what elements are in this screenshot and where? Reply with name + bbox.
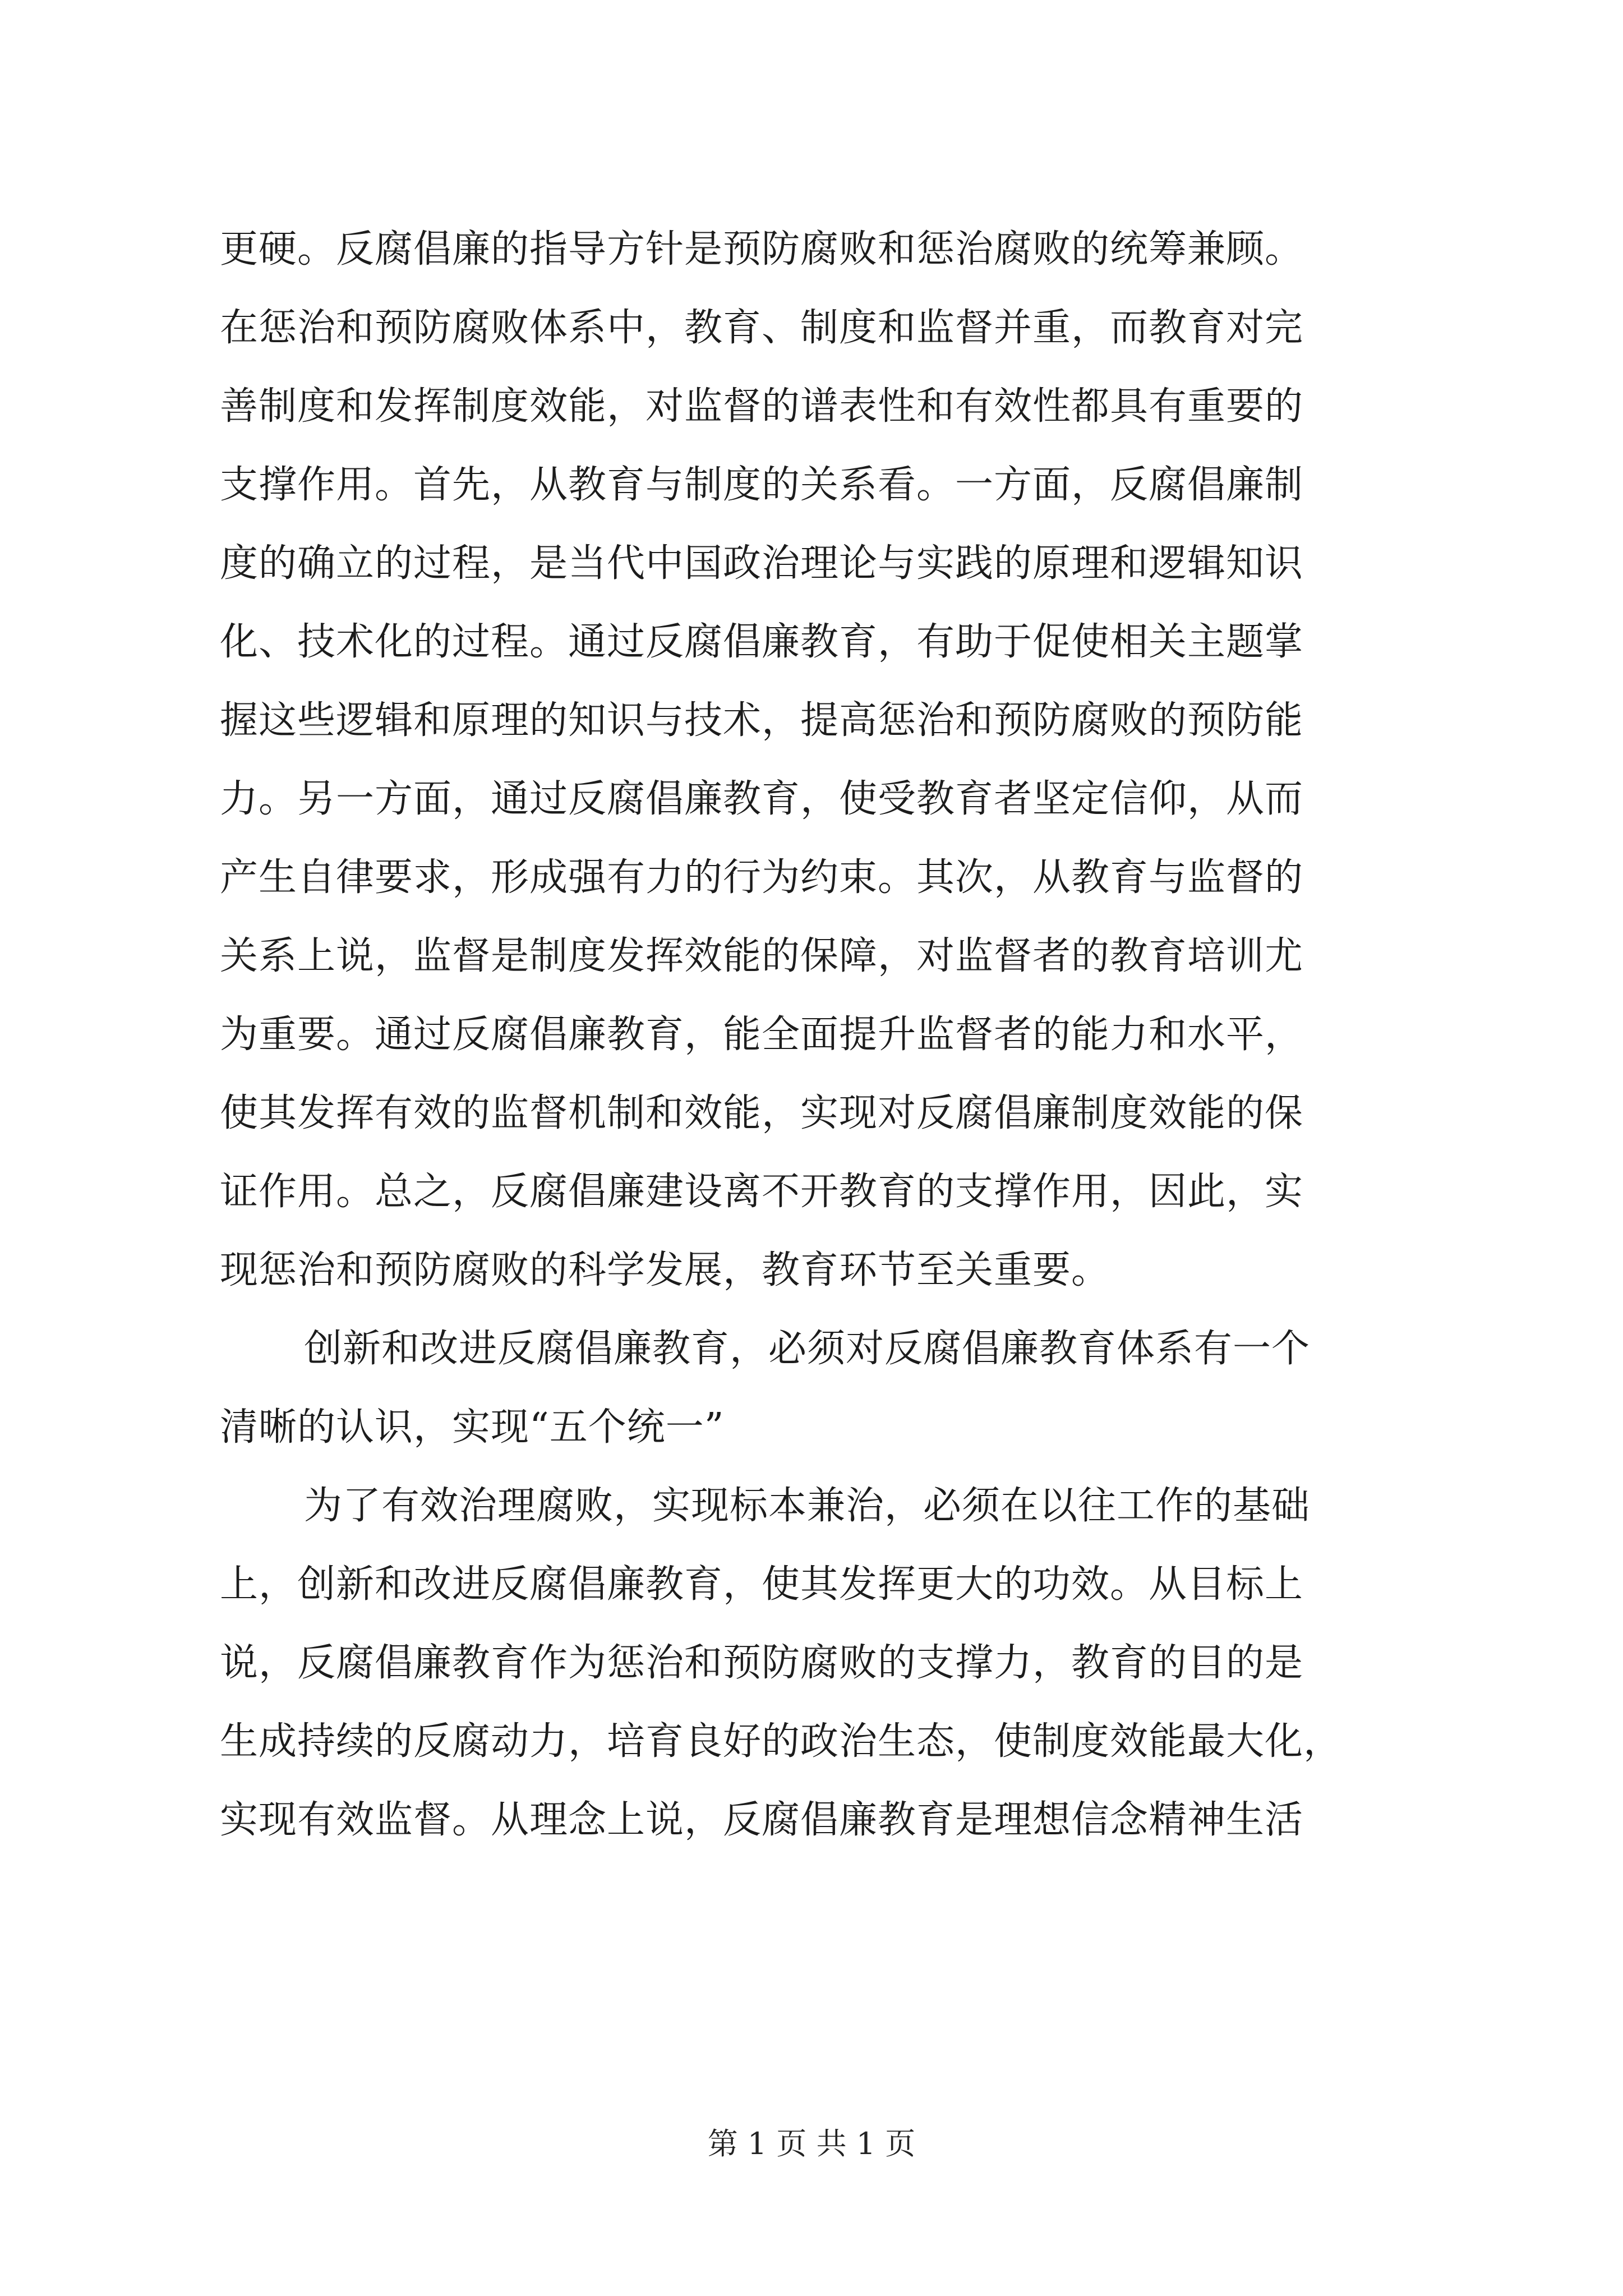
text-line: 支撑作用。首先，从教育与制度的关系看。一方面，反腐倡廉制 [220,463,1304,507]
text-line: 力。另一方面，通过反腐倡廉教育，使受教育者坚定信仰，从而 [220,777,1304,821]
body-text [220,210,1420,1860]
text-line: 度的确立的过程，是当代中国政治理论与实践的原理和逻辑知识 [220,541,1304,586]
text-line: 产生自律要求，形成强有力的行为约束。其次，从教育与监督的 [220,855,1304,900]
text-line: 关系上说，监督是制度发挥效能的保障，对监督者的教育培训尤 [220,934,1304,978]
text-line: 现惩治和预防腐败的科学发展，教育环节至关重要。 [220,1248,1110,1292]
text-line: 实现有效监督。从理念上说，反腐倡廉教育是理想信念精神生活 [220,1798,1304,1842]
paragraph-first-line: 创新和改进反腐倡廉教育，必须对反腐倡廉教育体系有一个 [304,1327,1311,1371]
text-line: 化、技术化的过程。通过反腐倡廉教育，有助于促使相关主题掌 [220,620,1304,664]
text-line: 更硬。反腐倡廉的指导方针是预防腐败和惩治腐败的统筹兼顾。 [220,227,1304,272]
text-line: 清晰的认识，实现“五个统一” [220,1405,725,1450]
text-line: 上，创新和改进反腐倡廉教育，使其发挥更大的功效。从目标上 [220,1562,1304,1607]
text-line: 善制度和发挥制度效能，对监督的谱表性和有效性都具有重要的 [220,384,1304,429]
text-line: 生成持续的反腐动力，培育良好的政治生态，使制度效能最大化， [220,1719,1343,1764]
paragraph-first-line: 为了有效治理腐败，实现标本兼治，必须在以往工作的基础 [304,1484,1311,1528]
text-line: 证作用。总之，反腐倡廉建设离不开教育的支撑作用，因此，实 [220,1170,1304,1214]
text-line: 在惩治和预防腐败体系中，教育、制度和监督并重，而教育对完 [220,306,1304,350]
text-line: 为重要。通过反腐倡廉教育，能全面提升监督者的能力和水平， [220,1013,1304,1057]
page-footer: 第 1 页 共 1 页 [707,2126,916,2161]
text-line: 使其发挥有效的监督机制和效能，实现对反腐倡廉制度效能的保 [220,1091,1304,1135]
text-line: 握这些逻辑和原理的知识与技术，提高惩治和预防腐败的预防能 [220,698,1304,743]
text-line: 说，反腐倡廉教育作为惩治和预防腐败的支撑力，教育的目的是 [220,1641,1304,1685]
